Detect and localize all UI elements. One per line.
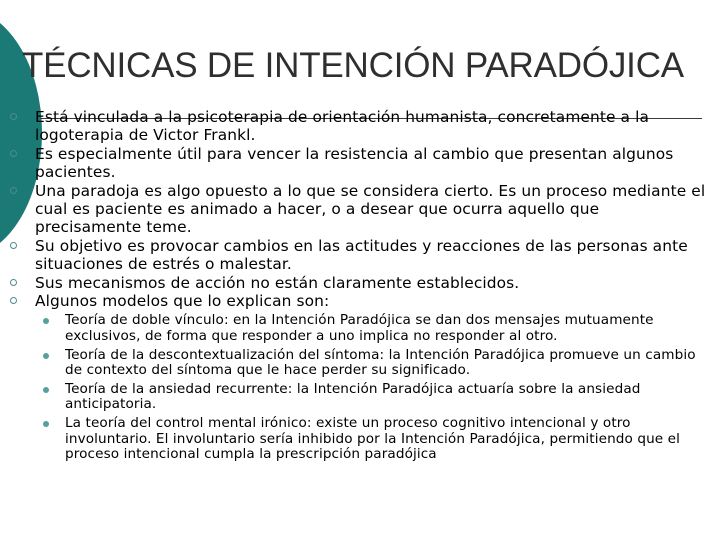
- filled-circle-icon: [43, 421, 49, 427]
- sub-bullet-text: Teoría de la ansiedad recurrente: la Intención Paradójica actuaría sobre la ansiedad anticipatoria.: [65, 380, 641, 413]
- sub-bullet-text: La teoría del control mental irónico: existe un proceso cognitivo intencional y otro involuntario. El involuntario sería inhibido por la Intención Paradójica, permitiendo que el proceso intencional cumpla la prescripción paradójica: [65, 415, 681, 463]
- bullet-list: [0, 108, 720, 466]
- sub-bullet-text: Teoría de doble vínculo: en la Intención Paradójica se dan dos mensajes mutuamente exclusivos, de forma que responder a uno implica no responder al otro.: [65, 312, 654, 345]
- filled-circle-icon: [43, 353, 49, 359]
- bullet-item: [0, 292, 720, 463]
- hollow-circle-icon: [10, 187, 17, 194]
- bullet-text: Es especialmente útil para vencer la resistencia al cambio que presentan algunos pacientes.: [35, 144, 674, 182]
- bullet-text: Su objetivo es provocar cambios en las actitudes y reacciones de las personas ante situaciones de estrés o malestar.: [35, 236, 688, 274]
- bullet-item: [0, 274, 720, 292]
- sub-bullet-item: [35, 313, 710, 344]
- hollow-circle-icon: [10, 279, 17, 286]
- sub-bullet-item: [35, 416, 710, 463]
- sub-bullet-list: [35, 313, 710, 462]
- sub-bullet-item: [35, 382, 710, 413]
- filled-circle-icon: [43, 387, 49, 393]
- bullet-text: Una paradoja es algo opuesto a lo que se considera cierto. Es un proceso mediante el cual es paciente es animado a hacer, o a desear que ocurra aquello que precisamente teme.: [35, 181, 706, 237]
- sub-bullet-item: [35, 348, 710, 379]
- hollow-circle-icon: [10, 150, 17, 157]
- hollow-circle-icon: [10, 113, 17, 120]
- bullet-text: Algunos modelos que lo explican son:: [35, 292, 330, 311]
- slide-title: TÉCNICAS DE INTENCIÓN PARADÓJICA: [22, 46, 684, 85]
- bullet-item: [0, 182, 720, 237]
- hollow-circle-icon: [10, 297, 17, 304]
- bullet-text: Sus mecanismos de acción no están claramente establecidos.: [35, 273, 520, 292]
- filled-circle-icon: [43, 318, 49, 324]
- bullet-item: [0, 237, 720, 274]
- bullet-item: [0, 145, 720, 182]
- hollow-circle-icon: [10, 242, 17, 249]
- bullet-text: Está vinculada a la psicoterapia de orientación humanista, concretamente a la logoterapia de Victor Frankl.: [35, 108, 649, 145]
- sub-bullet-text: Teoría de la descontextualización del síntoma: la Intención Paradójica promueve un cambio de contexto del síntoma que le hace perder su significado.: [65, 346, 696, 379]
- bullet-item: [0, 108, 720, 145]
